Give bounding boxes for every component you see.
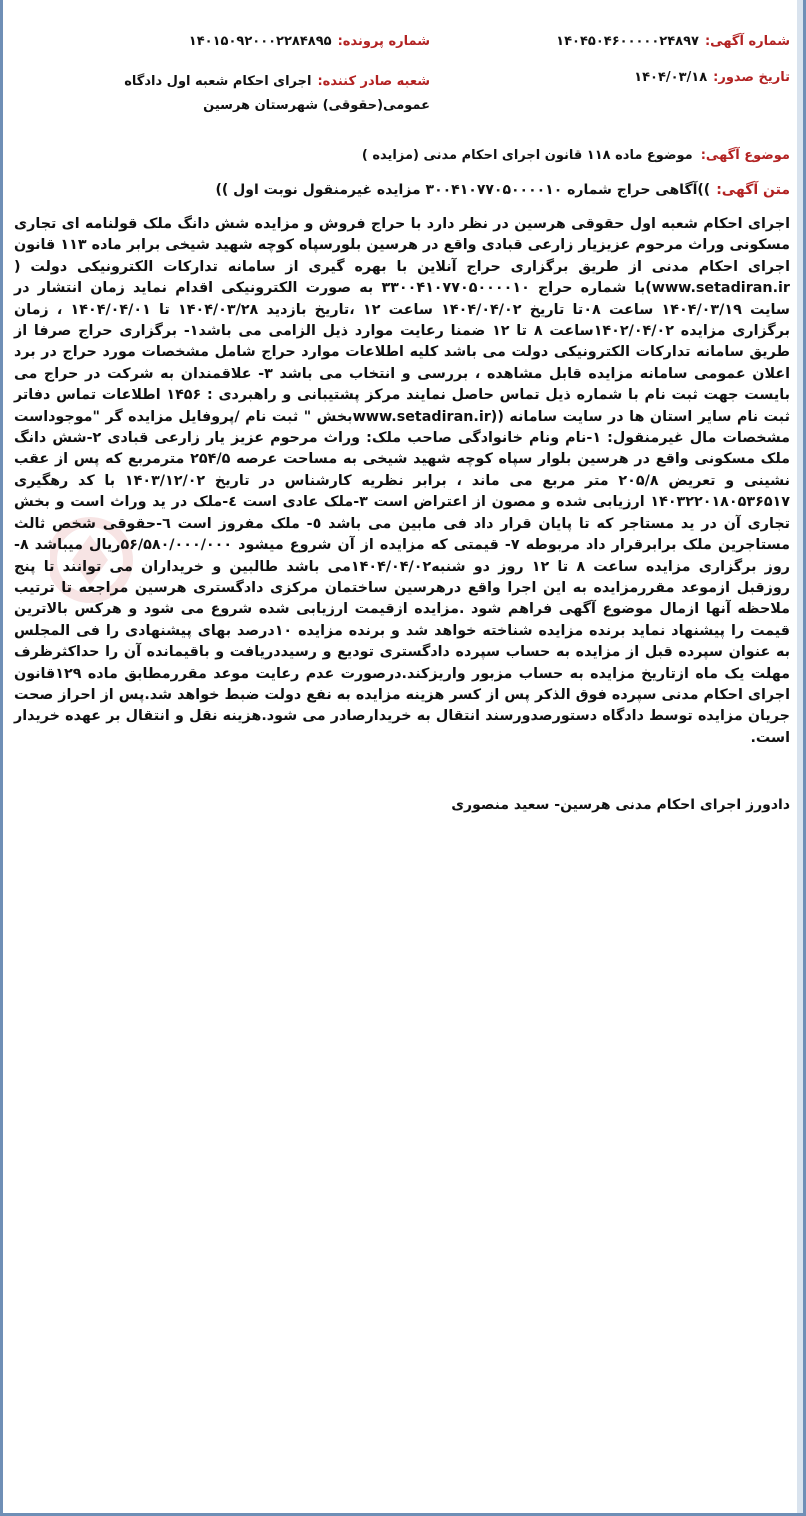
case-number: [189, 34, 430, 49]
notice-subject-label: موضوع آگهی:: [700, 148, 790, 163]
notice-header: [18, 34, 790, 130]
notice-title: [215, 182, 790, 198]
notice-subject: [362, 148, 790, 163]
notice-title-text: ))آگاهی حراج شماره ۳۰۰۴۱۰۷۷۰۵۰۰۰۰۱۰ مزایده غیرمنقول نوبت اول )): [215, 182, 711, 198]
notice-number: [556, 34, 790, 49]
notice-subject-text: موضوع ماده ۱۱۸ قانون اجرای احکام مدنی (مزایده ): [361, 148, 693, 163]
issuing-branch-value: اجرای احکام شعبه اول دادگاه عمومی(حقوقی) شهرستان هرسین: [124, 74, 430, 113]
issue-date-value: ۱۴۰۴/۰۳/۱۸: [634, 70, 708, 85]
issue-date: [634, 70, 790, 85]
issuing-branch-label: شعبه صادر کننده:: [317, 74, 430, 89]
issue-date-label: تاریخ صدور:: [713, 70, 790, 85]
notice-text-label: متن آگهی:: [716, 182, 790, 198]
signature: دادورز اجرای احکام مدنی هرسین- سعید منصوری: [451, 797, 790, 813]
notice-number-value: ۱۴۰۴۵۰۴۶۰۰۰۰۰۲۴۸۹۷: [556, 34, 699, 49]
notice-number-label: شماره آگهی:: [704, 34, 790, 49]
scrollbar[interactable]: [797, 0, 803, 1513]
issuing-branch: [20, 70, 430, 118]
notice-body-text: اجرای احکام شعبه اول حقوقی هرسین در نظر دارد با حراج فروش و مزایده شش دانگ ملک قولنامه ای تجاری مسکونی وراث مرحوم عزیزیار زارعی قبادی واقع در هرسین بلورسپاه کوچه شهید شیخی برابر ماده ۱۱۳ قانون اجرای احکام مدنی از طریق برگزاری حراج آنلاین با بهره گیری از سامانه تدارکات الکترونیکی دولت ( www.setadiran.ir)با شماره حراج ۳۳۰۰۴۱۰۷۷۰۵۰۰۰۰۱۰ به صورت الکترونیکی اقدام نماید زمان انتشار در سایت ۱۴۰۴/۰۳/۱۹ ساعت ۰۸تا تاریخ ۱۴۰۴/۰۴/۰۲ ساعت ۱۲ ،تاریخ بازدید ۱۴۰۴/۰۳/۲۸ تا ۱۴۰۴/۰۴/۰۱ ، زمان برگزاری مزایده ۱۴۰۲/۰۴/۰۲ساعت ۸ تا ۱۲ ضمنا رعایت موارد ذیل الزامی می باشد۱- برگزاری حراج صرفا از طریق سامانه تدارکات الکترونیکی دولت می باشد کلیه اطلاعات موارد حراج شامل مشخصات مورد حراج در برد اعلان عمومی سامانه مزایده قابل مشاهده ، بررسی و انتخاب می باشد ۳- علاقمندان به شرکت در حراج می بایست جهت ثبت نام با شماره ذیل تماس حاصل نمایند مرکز پشتیبانی و راهبردی : ۱۴۵۶ اطلاعات تماس دفاتر ثبت نام سایر استان ها در سایت سامانه ((www.setadiran.irبخش " ثبت نام /پروفایل مزایده گر "موجوداست مشخصات مال غیرمنقول: ۱-نام ونام خانوادگی صاحب ملک: وراث مرحوم عزیز یار زارعی قبادی ۲-شش دانگ ملک مسکونی واقع در هرسین بلوار سپاه کوچه شهید شیخی به مساحت عرصه ۲۵۴/۵ مترمربع که پس از عقب نشینی و تعریض ۲۰۵/۸ متر مربع می ماند ، برابر نظریه کارشناس در تاریخ ۱۴۰۳/۱۲/۰۲ با کد رهگیری ۱۴۰۳۲۲۰۱۸۰۵۳۶۵۱۷ ارزیابی شده و مصون از اعتراض است ۳-ملک عادی است ٤-ملک در ید وراث است و بخش تجاری آن در ید مستاجر که تا پایان قرار داد فی مابین می باشد ٥- ملک مفروز است ٦-حقوقی شخص ثالث مستاجرین ملک برابرقرار داد مربوطه ۷- قیمتی که مزایده از آن شروع میشود ۵۶/۵۸۰/۰۰۰/۰۰۰ریال میباشد ۸-روز برگزاری مزایده ساعت ۸ تا ۱۲ روز دو شنبه۱۴۰۴/۰۴/۰۲می باشد طالبین و خریداران می توانند تا پنج روزقبل ازموعد مقررمزایده به این اجرا واقع درهرسین ساختمان مرکزی دادگستری هرسین مراجعه تا ترتیب ملاحظه آنها ازمال موضوع آگهی فراهم شود .مزایده ازقیمت ارزیابی شده شروع می شود و هرکس بالاترین قیمت را پیشنهاد نماید برنده مزایده شناخته خواهد شد و برنده مزایده ۱۰درصد بهای پیشنهادی را فی المجلس به عنوان سپرده قبل از مزایده به حساب سپرده دادگستری تودیع و رسیددریافت و باقیمانده آن را حداکثرظرف مهلت یک ماه ازتاریخ مزایده به حساب مزبور واریزکند.درصورت عدم رعایت موعد مقررمطابق ماده ۱۲۹قانون اجرای احکام مدنی سپرده فوق الذکر پس از کسر هزینه مزایده به نفع دولت ضبط خواهد شد.پس از احراز صحت جریان مزایده توسط دادگاه دستورصدورسند انتقال به خریدارصادر می شود.هزینه نقل و انتقال بر عهده خریدار است.: [14, 216, 791, 746]
notice-body: [14, 214, 790, 749]
case-number-label: شماره پرونده:: [337, 34, 430, 49]
case-number-value: ۱۴۰۱۵۰۹۲۰۰۰۲۲۸۴۸۹۵: [188, 34, 332, 49]
